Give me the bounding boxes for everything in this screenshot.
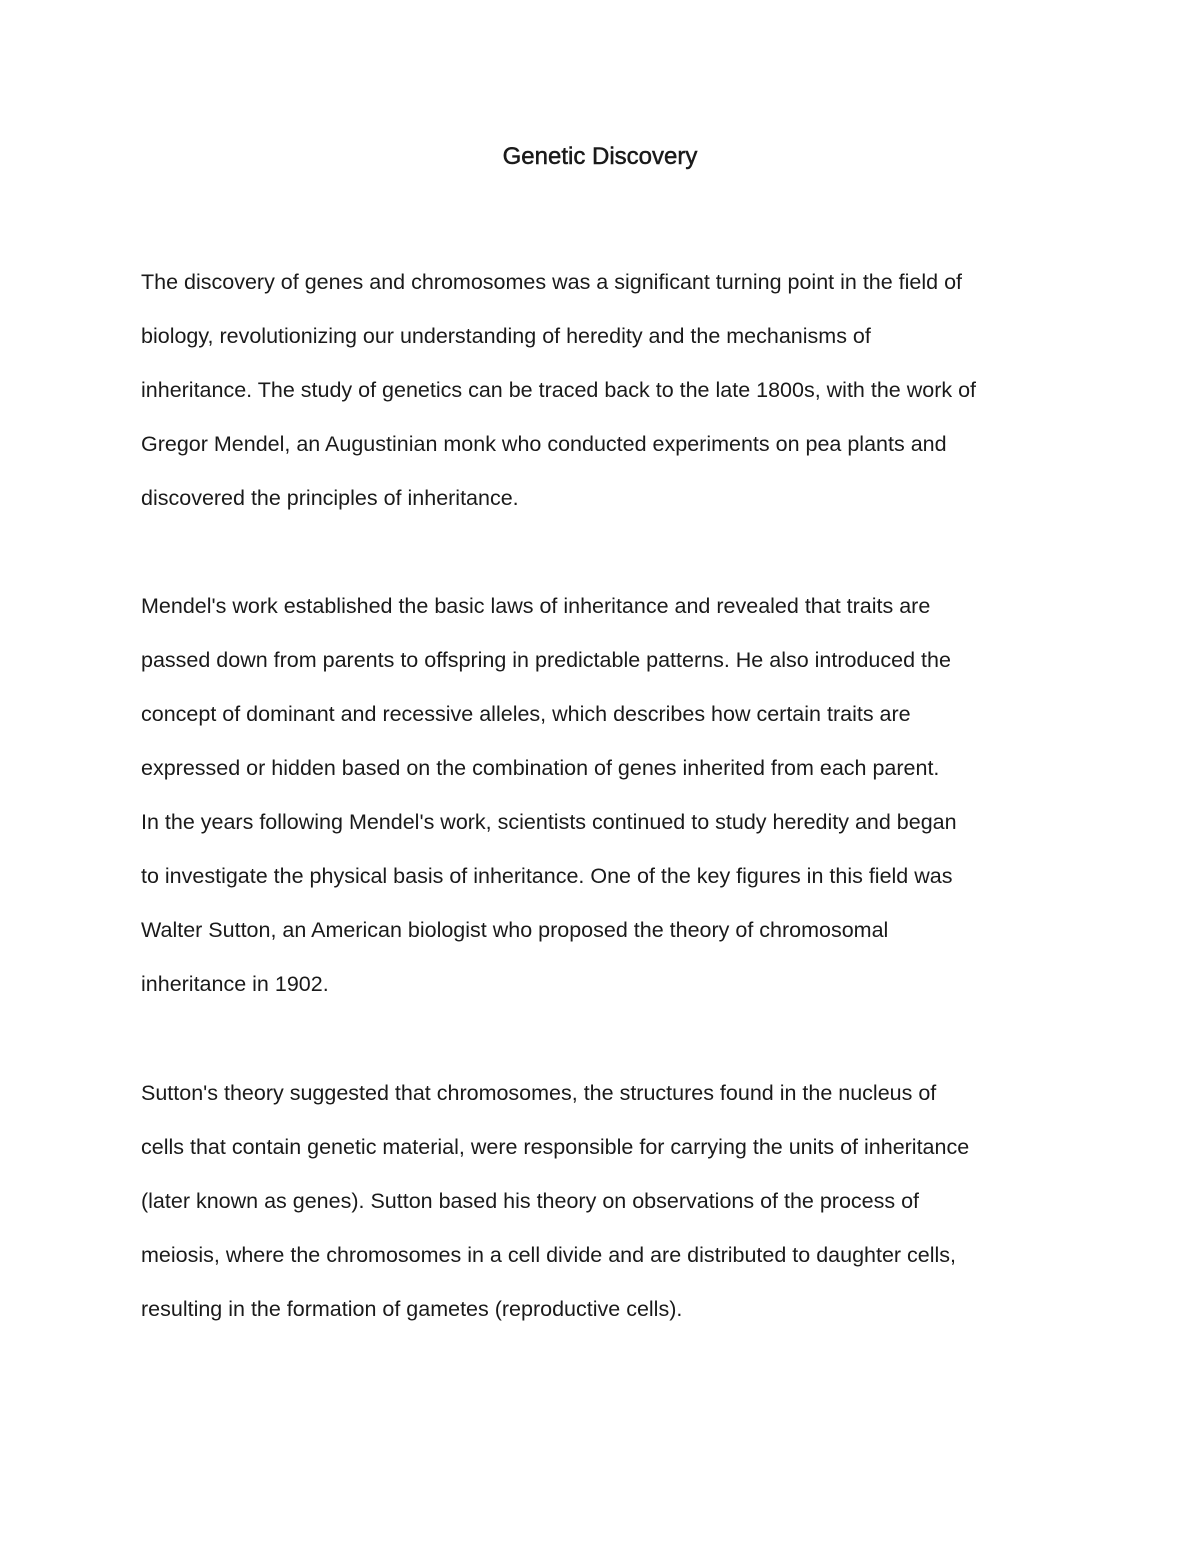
text-line: to investigate the physical basis of inheritance. One of the key figures in this field was <box>141 864 953 888</box>
document-title: Genetic Discovery <box>502 143 698 170</box>
text-line: resulting in the formation of gametes (reproductive cells). <box>141 1297 683 1321</box>
text-line: inheritance. The study of genetics can be traced back to the late 1800s, with the work of <box>141 378 977 402</box>
text-line: Gregor Mendel, an Augustinian monk who conducted experiments on pea plants and <box>141 432 947 456</box>
text-line: discovered the principles of inheritance. <box>141 486 519 510</box>
text-line: The discovery of genes and chromosomes was a significant turning point in the field of <box>141 270 963 294</box>
text-line: concept of dominant and recessive alleles, which describes how certain traits are <box>141 702 911 726</box>
text-line: Sutton's theory suggested that chromosomes, the structures found in the nucleus of <box>141 1081 937 1105</box>
text-line: inheritance in 1902. <box>141 972 329 996</box>
text-line: In the years following Mendel's work, scientists continued to study heredity and began <box>141 810 957 834</box>
text-line: meiosis, where the chromosomes in a cell divide and are distributed to daughter cells, <box>141 1243 957 1267</box>
text-line: expressed or hidden based on the combination of genes inherited from each parent. <box>141 756 940 780</box>
text-line: biology, revolutionizing our understanding of heredity and the mechanisms of <box>141 324 871 348</box>
text-line: (later known as genes). Sutton based his theory on observations of the process of <box>141 1189 920 1213</box>
text-line: passed down from parents to offspring in predictable patterns. He also introduced the <box>141 648 951 672</box>
text-line: cells that contain genetic material, were responsible for carrying the units of inheritance <box>141 1135 970 1159</box>
text-line: Walter Sutton, an American biologist who proposed the theory of chromosomal <box>141 918 889 942</box>
text-line: Mendel's work established the basic laws of inheritance and revealed that traits are <box>141 594 931 618</box>
